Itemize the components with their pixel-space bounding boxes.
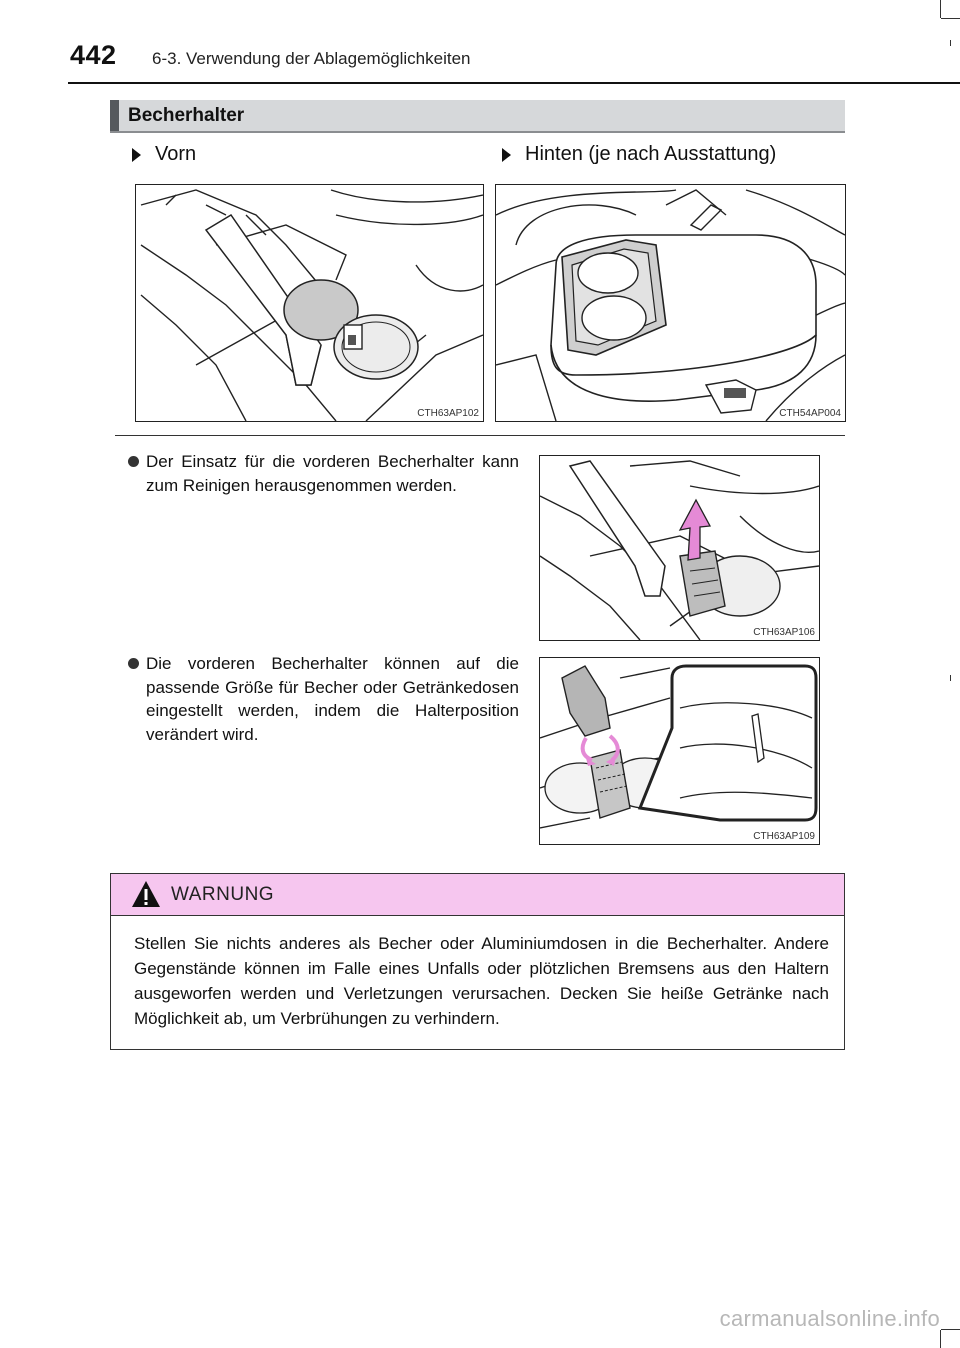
subhead-front — [132, 143, 196, 166]
watermark: carmanualsonline.info — [719, 1306, 940, 1331]
front-cup-holder-illustration — [136, 185, 483, 421]
divider-rule — [115, 435, 845, 436]
figure-rear-cup-holders — [495, 184, 846, 422]
section-bar-accent — [110, 100, 119, 131]
crop-mark — [940, 1330, 941, 1348]
figure-remove-insert — [539, 455, 820, 641]
crop-mark — [940, 0, 941, 18]
header-rule — [68, 82, 960, 84]
figure-adjust-position — [539, 657, 820, 845]
figure-front-cup-holders — [135, 184, 484, 422]
figure-code: CTH63AP102 — [417, 408, 479, 419]
adjust-position-illustration — [540, 658, 819, 844]
bullet-item — [146, 450, 519, 497]
bullet-text: Der Einsatz für die vorderen Becherhalter kann zum Reinigen herausgenommen werden. — [146, 452, 519, 495]
figure-code: CTH54AP004 — [779, 408, 841, 419]
subhead-rear-label: Hinten (je nach Ausstattung) — [525, 143, 777, 165]
bullet-text: Die vorderen Becherhalter können auf die passende Größe für Becher oder Getränkedosen eingestellt werden, indem die Halterposition verändert wird. — [146, 654, 519, 744]
bullet-dot-icon — [128, 456, 139, 467]
section-title: Becherhalter — [128, 105, 245, 126]
warning-title: WARNUNG — [171, 884, 275, 905]
crop-mark — [950, 675, 951, 681]
triangle-bullet-icon — [502, 148, 511, 162]
bullet-item — [146, 652, 519, 746]
section-bar — [110, 100, 845, 133]
warning-header — [111, 874, 844, 916]
warning-text: Stellen Sie nichts anderes als Becher oder Aluminiumdosen in die Becherhalter. Andere Gegenstände können im Falle eines Unfalls oder plötzlichen Bremsens aus den Haltern ausgeworfen werden und Verletzungen verursachen. Decken Sie heiße Getränke nach Möglichkeit ab, um Verbrühungen zu verhindern. — [134, 934, 829, 1028]
crop-mark — [941, 18, 960, 19]
remove-insert-illustration — [540, 456, 819, 640]
chapter-title: 6-3. Verwendung der Ablagemöglichkeiten — [152, 49, 471, 68]
bullet-dot-icon — [128, 658, 139, 669]
warning-triangle-icon — [131, 880, 161, 908]
page-number: 442 — [70, 40, 117, 70]
rear-cup-holder-illustration — [496, 185, 845, 421]
figure-code: CTH63AP109 — [753, 831, 815, 842]
crop-mark — [950, 40, 951, 46]
crop-mark — [941, 1329, 960, 1330]
figure-code: CTH63AP106 — [753, 627, 815, 638]
subhead-rear — [502, 143, 776, 166]
subhead-front-label: Vorn — [155, 143, 197, 165]
warning-box — [110, 873, 845, 1050]
triangle-bullet-icon — [132, 148, 141, 162]
